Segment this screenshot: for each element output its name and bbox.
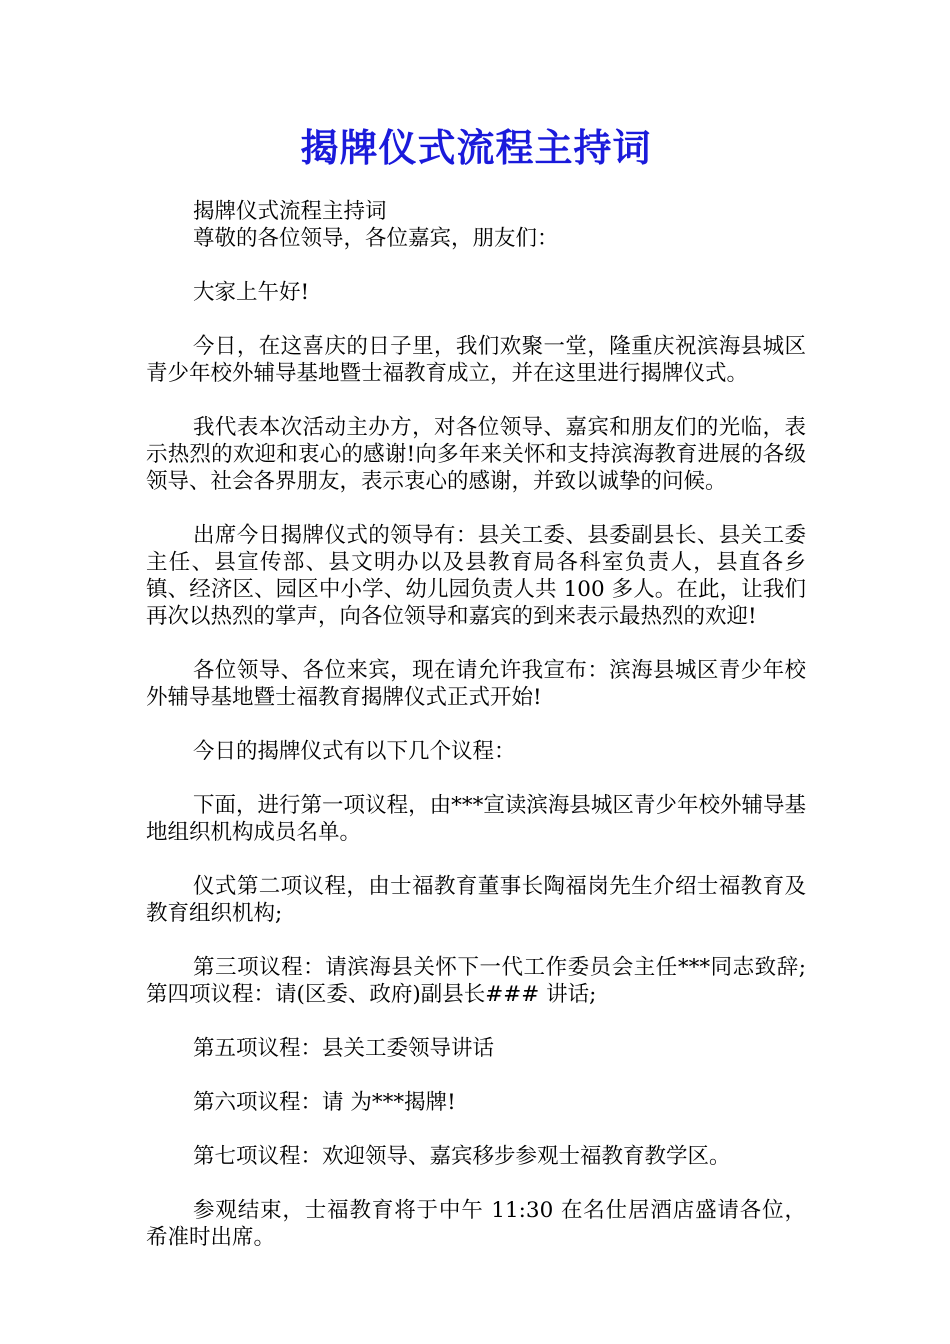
document-title: 揭牌仪式流程主持词 (300, 125, 652, 170)
paragraph-salutation: 尊敬的各位领导，各位嘉宾，朋友们： (193, 226, 559, 251)
paragraph-closing: 参观结束，士福教育将于中午 11:30 在名仕居酒店盛请各位，希准时出席。 (146, 1198, 806, 1250)
paragraph-intro: 今日，在这喜庆的日子里，我们欢聚一堂，隆重庆祝滨海县城区青少年校外辅导基地暨士福教育成立，并在这里进行揭牌仪式。 (146, 334, 806, 386)
document-body (146, 198, 806, 1251)
paragraph-announcement: 各位领导、各位来宾，现在请允许我宣布：滨海县城区青少年校外辅导基地暨士福教育揭牌仪式正式开始! (146, 658, 806, 710)
paragraph-agenda-6: 第六项议程：请 为***揭牌! (193, 1090, 456, 1115)
paragraph-agenda-5: 第五项议程：县关工委领导讲话 (193, 1036, 495, 1061)
paragraph-agenda-1: 下面，进行第一项议程，由***宣读滨海县城区青少年校外辅导基地组织机构成员名单。 (146, 793, 806, 845)
paragraph-agenda-7: 第七项议程：欢迎领导、嘉宾移步参观士福教育教学区。 (193, 1144, 731, 1169)
paragraph-agenda-intro: 今日的揭牌仪式有以下几个议程： (193, 739, 516, 764)
paragraph-subtitle: 揭牌仪式流程主持词 (193, 199, 387, 224)
paragraph-attendees: 出席今日揭牌仪式的领导有：县关工委、县委副县长、县关工委主任、县宣传部、县文明办以及县教育局各科室负责人，县直各乡镇、经济区、园区中小学、幼儿园负责人共 100 多人。在此，让我们再次以热烈的掌声，向各位领导和嘉宾的到来表示最热烈的欢迎! (146, 523, 806, 629)
paragraph-greeting: 大家上午好! (193, 280, 310, 305)
paragraph-agenda-3-4: 第三项议程：请滨海县关怀下一代工作委员会主任***同志致辞; 第四项议程：请(区委、政府)副县长### 讲话; (146, 955, 806, 1007)
paragraph-agenda-2: 仪式第二项议程，由士福教育董事长陶福岗先生介绍士福教育及教育组织机构; (146, 874, 806, 926)
paragraph-welcome: 我代表本次活动主办方，对各位领导、嘉宾和朋友们的光临，表示热烈的欢迎和衷心的感谢!向多年来关怀和支持滨海教育进展的各级领导、社会各界朋友，表示衷心的感谢，并致以诚挚的问候。 (146, 415, 806, 494)
